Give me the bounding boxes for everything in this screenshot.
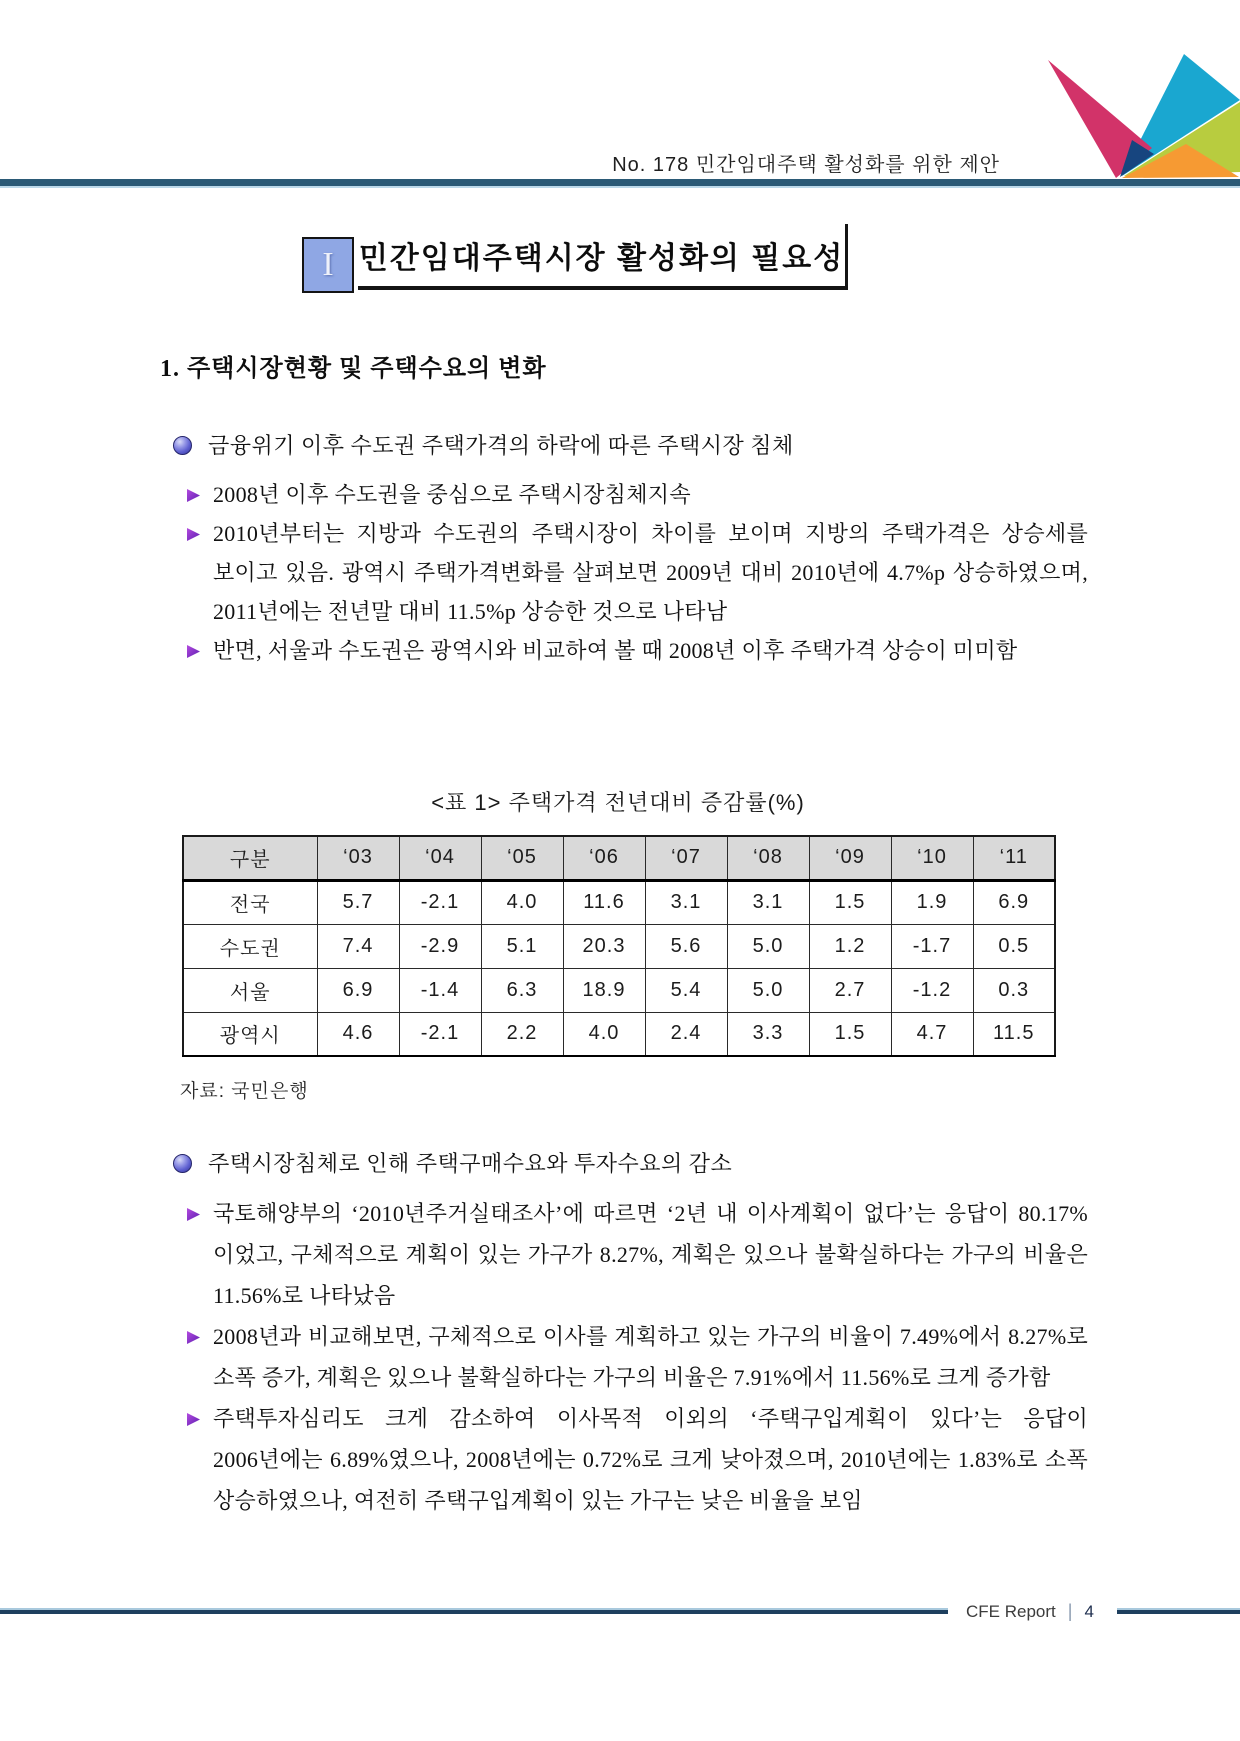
footer-page-number: 4 (1084, 1601, 1094, 1621)
table-row (183, 968, 1055, 1012)
sub-bullet-row (160, 631, 1088, 670)
sub-bullet-text: 주택투자심리도 크게 감소하여 이사목적 이외의 ‘주택구입계획이 있다’는 응답이 2006년에는 6.89%였으나, 2008년에는 0.72%로 크게 낮아졌으며, 2010년에는 1.83%로 소폭 상승하였으나, 여전히 주택구입계획이 있는 가구는 낮은 비율을 보임 (213, 1406, 1088, 1513)
table-cell: 5.7 (317, 880, 399, 924)
section-title-box (358, 224, 848, 290)
table-cell: 0.5 (973, 924, 1055, 968)
lead-bullet-text: 금융위기 이후 수도권 주택가격의 하락에 따른 주택시장 침체 (208, 433, 794, 458)
table-cell: 5.0 (727, 968, 809, 1012)
table-col-header: ‘06 (563, 836, 645, 880)
table-col-header: ‘03 (317, 836, 399, 880)
table-cell: -1.2 (891, 968, 973, 1012)
sub-bullet-row (160, 1398, 1088, 1521)
sub-bullet-text: 반면, 서울과 수도권은 광역시와 비교하여 볼 때 2008년 이후 주택가격 상승이 미미함 (213, 638, 1018, 663)
lead-bullet-row (160, 426, 1088, 465)
table-row (183, 880, 1055, 924)
arrow-bullet-icon (186, 527, 201, 542)
sub-bullet-text: 2008년 이후 수도권을 중심으로 주택시장침체지속 (213, 482, 691, 507)
table-cell: 18.9 (563, 968, 645, 1012)
footer-rule-right (1117, 1608, 1240, 1614)
sub-bullet-text: 2008년과 비교해보면, 구체적으로 이사를 계획하고 있는 가구의 비율이 7.49%에서 8.27%로 소폭 증가, 계획은 있으나 불확실하다는 가구의 비율은 7.91%에서 11.56%로 크게 증가함 (213, 1324, 1088, 1390)
table-caption: <표 1> 주택가격 전년대비 증감률(%) (431, 790, 805, 815)
arrow-bullet-icon (186, 1207, 201, 1222)
table-cell: 2.2 (481, 1012, 563, 1056)
table-cell: 6.9 (317, 968, 399, 1012)
footer-report-label: CFE Report (966, 1601, 1056, 1621)
table-cell: 6.9 (973, 880, 1055, 924)
table-row-label: 수도권 (183, 924, 317, 968)
sub-bullet-row (160, 514, 1088, 631)
table-cell: 2.7 (809, 968, 891, 1012)
footer-divider: | (1067, 1601, 1073, 1621)
table-col-header: 구분 (183, 836, 317, 880)
table-cell: -2.1 (399, 1012, 481, 1056)
arrow-bullet-icon (186, 644, 201, 659)
footer-rule-left (0, 1608, 948, 1614)
arrow-bullet-icon (186, 1330, 201, 1345)
arrow-bullet-icon (186, 488, 201, 503)
sub-bullet-row (160, 1316, 1088, 1398)
sub-bullet-row (160, 1193, 1088, 1316)
subsection-heading: 1. 주택시장현황 및 주택수요의 변화 (160, 356, 547, 382)
table-cell: -1.7 (891, 924, 973, 968)
header-doc-label: No. 178 민간임대주택 활성화를 위한 제안 (612, 154, 1000, 176)
table-col-header: ‘10 (891, 836, 973, 880)
table-cell: 20.3 (563, 924, 645, 968)
table-cell: -2.9 (399, 924, 481, 968)
table-row (183, 924, 1055, 968)
sphere-bullet-icon (173, 1154, 192, 1173)
table-cell: 5.6 (645, 924, 727, 968)
sub-bullet-text: 국토해양부의 ‘2010년주거실태조사’에 따르면 ‘2년 내 이사계획이 없다’는 응답이 80.17%이었고, 구체적으로 계획이 있는 가구가 8.27%, 계획은 있으나 불확실하다는 가구의 비율은 11.56%로 나타났음 (213, 1201, 1088, 1308)
table-cell: 3.3 (727, 1012, 809, 1056)
table-col-header: ‘09 (809, 836, 891, 880)
lead-bullet-text: 주택시장침체로 인해 주택구매수요와 투자수요의 감소 (208, 1151, 733, 1176)
table-cell: 1.2 (809, 924, 891, 968)
table-header-row (183, 836, 1055, 880)
table-col-header: ‘07 (645, 836, 727, 880)
table-cell: 4.6 (317, 1012, 399, 1056)
table-col-header: ‘04 (399, 836, 481, 880)
table-row-label: 광역시 (183, 1012, 317, 1056)
table-cell: 11.5 (973, 1012, 1055, 1056)
table-cell: 2.4 (645, 1012, 727, 1056)
header-rule (0, 179, 1240, 188)
table-col-header: ‘05 (481, 836, 563, 880)
table-row-label: 서울 (183, 968, 317, 1012)
table-cell: 4.0 (481, 880, 563, 924)
sphere-bullet-icon (173, 436, 192, 455)
section-numeral-box (302, 237, 354, 293)
table-cell: 6.3 (481, 968, 563, 1012)
table-cell: 5.0 (727, 924, 809, 968)
sub-bullet-row (160, 475, 1088, 514)
table-cell: 7.4 (317, 924, 399, 968)
table-cell: -2.1 (399, 880, 481, 924)
footer (966, 1601, 1106, 1622)
table-cell: 4.7 (891, 1012, 973, 1056)
table-cell: 4.0 (563, 1012, 645, 1056)
table-row-label: 전국 (183, 880, 317, 924)
cfe-logo-icon (1002, 50, 1240, 180)
table-cell: 0.3 (973, 968, 1055, 1012)
table-cell: 1.5 (809, 880, 891, 924)
section-title: 민간임대주택시장 활성화의 필요성 (358, 242, 845, 275)
table-row (183, 1012, 1055, 1056)
section-numeral: I (322, 246, 334, 283)
table-source: 자료: 국민은행 (180, 1081, 309, 1102)
table-col-header: ‘08 (727, 836, 809, 880)
table-cell: -1.4 (399, 968, 481, 1012)
table-cell: 1.9 (891, 880, 973, 924)
price-change-table (182, 835, 1056, 1057)
sub-bullet-text: 2010년부터는 지방과 수도권의 주택시장이 차이를 보이며 지방의 주택가격은 상승세를 보이고 있음. 광역시 주택가격변화를 살펴보면 2009년 대비 2010년에 4.7%p 상승하였으며, 2011년에는 전년말 대비 11.5%p 상승한 것으로 나타남 (213, 521, 1088, 624)
lead-bullet-row (160, 1144, 1088, 1183)
bullet-group-market-decline (160, 426, 1088, 670)
table-col-header: ‘11 (973, 836, 1055, 880)
table-cell: 5.4 (645, 968, 727, 1012)
table-cell: 11.6 (563, 880, 645, 924)
table-cell: 3.1 (645, 880, 727, 924)
table-cell: 3.1 (727, 880, 809, 924)
table-cell: 5.1 (481, 924, 563, 968)
bullet-group-demand-decline (160, 1144, 1088, 1521)
arrow-bullet-icon (186, 1412, 201, 1427)
table-cell: 1.5 (809, 1012, 891, 1056)
